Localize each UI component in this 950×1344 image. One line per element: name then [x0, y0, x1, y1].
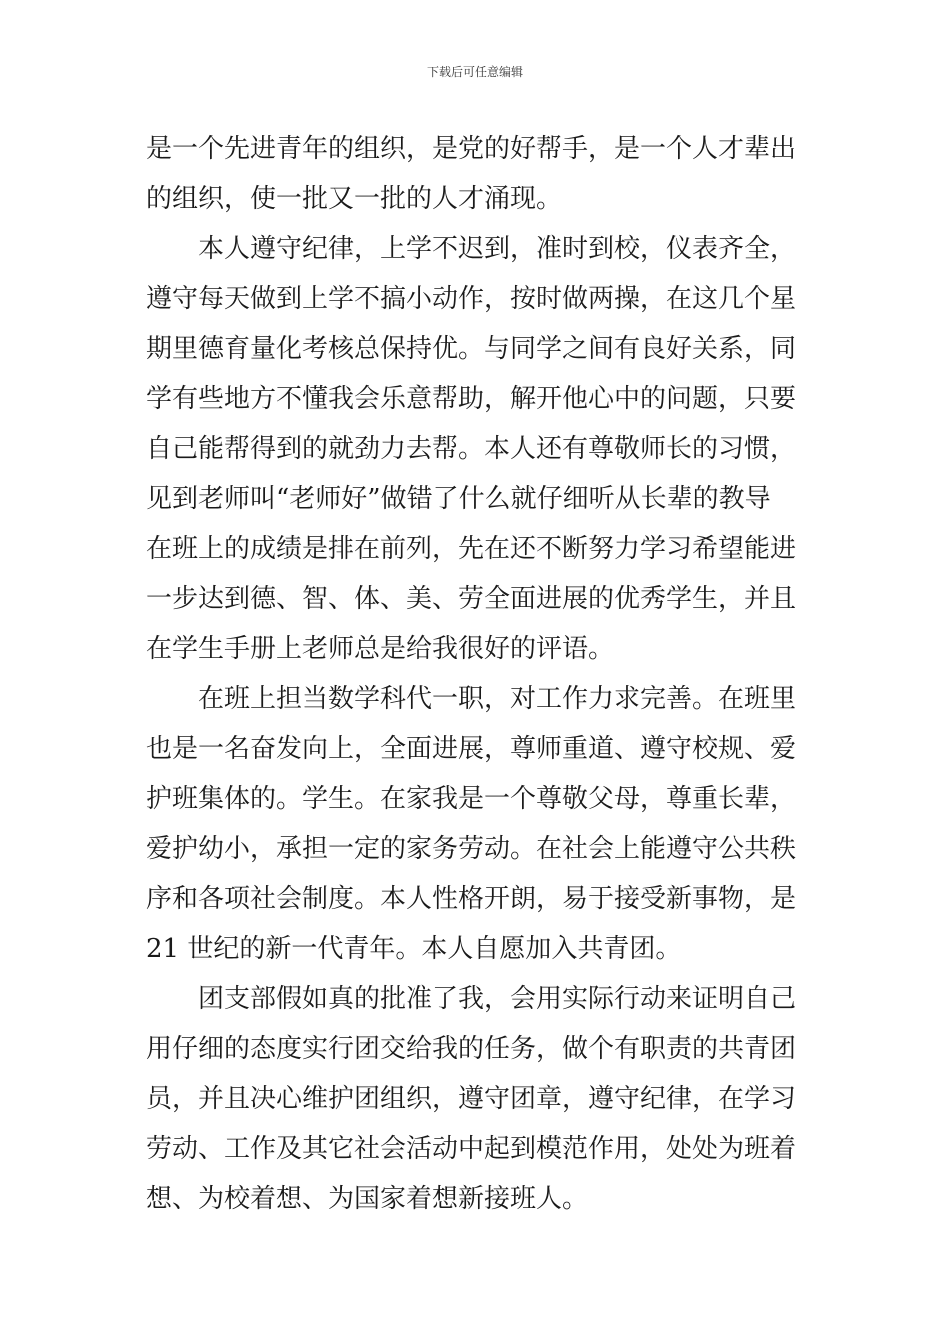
- text-line: 用仔细的态度实行团交给我的任务，做个有职责的共青团: [146, 1034, 797, 1064]
- text-line: 一步达到德、智、体、美、劳全面进展的优秀学生，并且: [146, 584, 797, 614]
- text-line: 本人遵守纪律，上学不迟到，准时到校，仪表齐全，: [198, 234, 797, 264]
- paragraph: [146, 124, 806, 224]
- paragraph: [146, 224, 806, 674]
- text-line: 是一个先进青年的组织，是党的好帮手，是一个人才辈出: [146, 134, 797, 164]
- text-line: 也是一名奋发向上，全面进展，尊师重道、遵守校规、爱: [146, 734, 797, 764]
- text-line: 的组织，使一批又一批的人才涌现。: [146, 184, 563, 214]
- text-line: 护班集体的。学生。在家我是一个尊敬父母，尊重长辈，: [146, 784, 797, 814]
- text-line: 21 世纪的新一代青年。本人自愿加入共青团。: [146, 934, 682, 964]
- text-line: 想、为校着想、为国家着想新接班人。: [146, 1184, 589, 1214]
- text-line: 爱护幼小，承担一定的家务劳动。在社会上能遵守公共秩: [146, 834, 797, 864]
- paragraph: [146, 974, 806, 1224]
- page-header: 下载后可任意编辑: [426, 65, 523, 79]
- text-line: 在班上的成绩是排在前列，先在还不断努力学习希望能进: [146, 534, 797, 564]
- text-line: 在班上担当数学科代一职，对工作力求完善。在班里: [198, 684, 797, 714]
- text-line: 员，并且决心维护团组织，遵守团章，遵守纪律，在学习: [146, 1084, 797, 1114]
- document-body: [146, 124, 806, 1224]
- paragraph: [146, 674, 806, 974]
- text-line: 见到老师叫“老师好”做错了什么就仔细听从长辈的教导: [146, 484, 771, 514]
- text-line: 序和各项社会制度。本人性格开朗，易于接受新事物，是: [146, 884, 797, 914]
- text-line: 劳动、工作及其它社会活动中起到模范作用，处处为班着: [146, 1134, 797, 1164]
- text-line: 在学生手册上老师总是给我很好的评语。: [146, 634, 615, 664]
- text-line: 学有些地方不懂我会乐意帮助，解开他心中的问题，只要: [146, 384, 797, 414]
- text-line: 期里德育量化考核总保持优。与同学之间有良好关系，同: [146, 334, 797, 364]
- text-line: 自己能帮得到的就劲力去帮。本人还有尊敬师长的习惯，: [146, 434, 797, 464]
- text-line: 团支部假如真的批准了我，会用实际行动来证明自己: [198, 984, 797, 1014]
- text-line: 遵守每天做到上学不搞小动作，按时做两操，在这几个星: [146, 284, 797, 314]
